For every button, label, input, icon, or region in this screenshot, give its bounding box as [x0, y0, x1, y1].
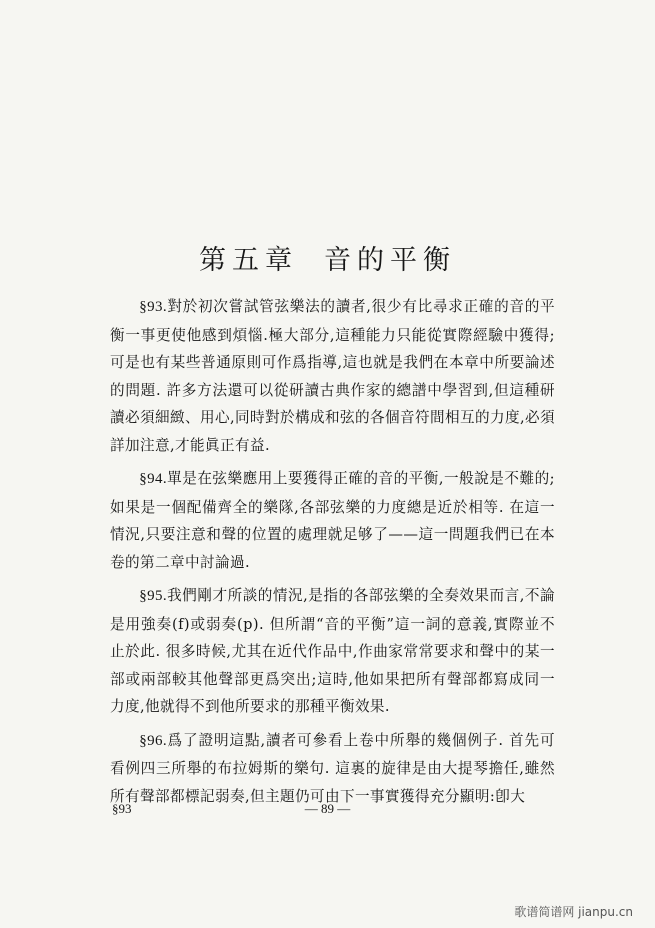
paragraph-93	[110, 293, 555, 459]
chapter-title	[0, 238, 655, 277]
paragraph-text: 單是在弦樂應用上要獲得正確的音的平衡,一般說是不難的;如果是一個配備齊全的樂隊,各部弦樂的力度總是近於相等. 在這一情況,只要注意和聲的位置的處理就足够了——這一問題我們已在本卷的第二章中討論過.	[110, 470, 555, 571]
chapter-name: 音的平衡	[324, 245, 456, 276]
paragraph-96	[110, 727, 555, 811]
section-number: §93.	[139, 299, 168, 315]
paragraph-text: 對於初次嘗試管弦樂法的讀者,很少有比尋求正確的音的平衡一事更使他感到煩惱.極大部分,這種能力只能從實際經驗中獲得;可是也有某些普通原則可作爲指導,這也就是我們在本章中所要論述的問題. 許多方法還可以從研讀古典作家的總譜中學習到,但這種研讀必須細緻、用心,同時對於構成和弦的各個音符間相互的力度,必須詳加注意,才能眞正有益.	[110, 298, 555, 454]
watermark: 歌谱简谱网 jianpu.cn	[514, 905, 633, 919]
chapter-number: 第五章	[199, 245, 298, 276]
paragraph-95	[110, 582, 555, 721]
paragraph-text: 爲了證明這點,讀者可參看上卷中所舉的幾個例子. 首先可看例四三所舉的布拉姆斯的樂句. 這裏的旋律是由大提琴擔任,雖然所有聲部都標記弱奏,但主題仍可由下一事實獲得充分顯明:卽大	[110, 731, 555, 805]
section-number: §95.	[139, 588, 168, 604]
paragraph-text: 我們剛才所談的情況,是指的各部弦樂的全奏效果而言,不論是用強奏(f)或弱奏(p). 但所謂“音的平衡”這一詞的意義,實際並不止於此. 很多時候,尤其在近代作品中,作曲家常常要求和聲中的某一部或兩部較其他聲部更爲突出;這時,他如果把所有聲部都寫成同一力度,他就得不到他所要求的那種平衡效果.	[110, 587, 555, 715]
footer-section-marker: §93	[112, 801, 132, 816]
section-number: §94.	[139, 471, 168, 487]
body-text	[110, 293, 555, 816]
paragraph-94	[110, 465, 555, 576]
section-number: §96.	[139, 732, 168, 749]
page-number: — 89 —	[304, 801, 351, 816]
